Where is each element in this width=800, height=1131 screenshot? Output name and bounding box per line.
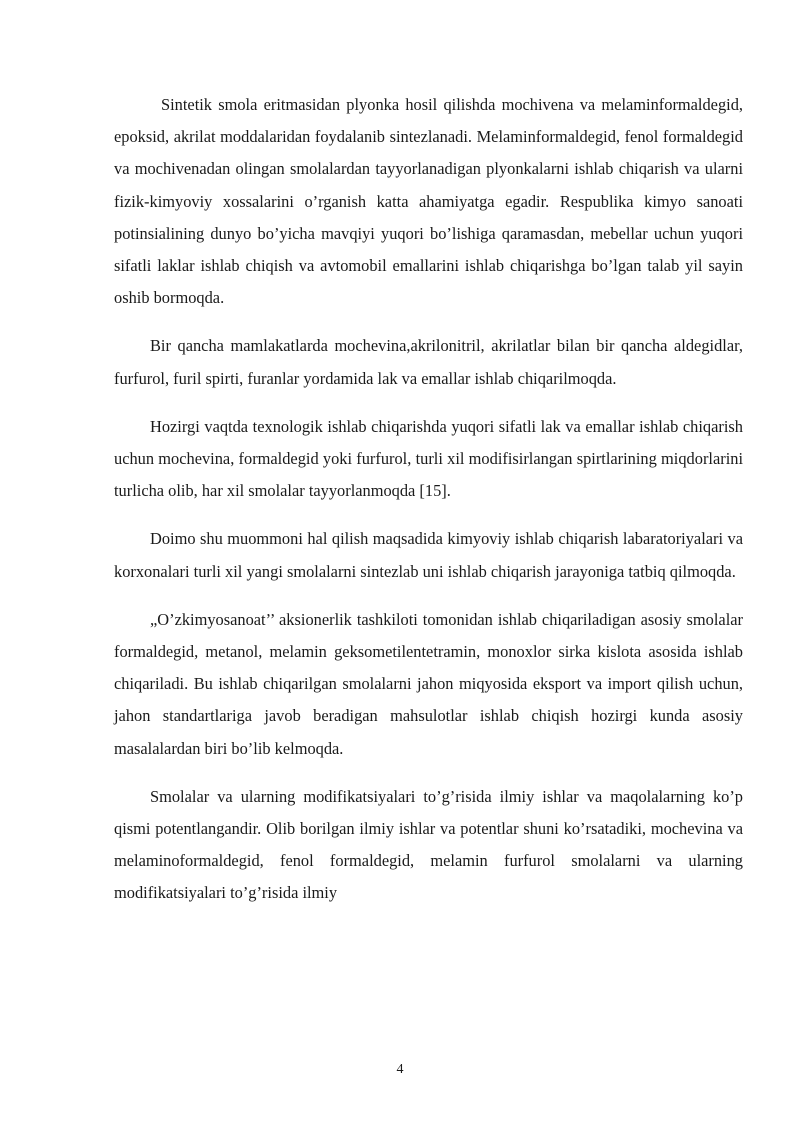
paragraph-3: Hozirgi vaqtda texnologik ishlab chiqarishda yuqori sifatli lak va emallar ishlab chiqarish uchun mochevina, formaldegid yoki furfurol, turli xil modifisirlangan spirtlarining miqdorlarini turlicha olib, har xil smolalar tayyorlanmoqda [15]. (114, 416, 743, 501)
paragraph-2: Bir qancha mamlakatlarda mochevina,akrilonitril, akrilatlar bilan bir qancha aldegidlar, furfurol, furil spirti, furanlar yordamida lak va emallar ishlab chiqarilmoqda. (114, 336, 743, 388)
body-text (114, 89, 743, 926)
paragraph-4: Doimo shu muommoni hal qilish maqsadida kimyoviy ishlab chiqarish labaratoriyalari va korxonalari turli xil yangi smolalarni sintezlab uni ishlab chiqarish jarayoniga tatbiq qilmoqda. (114, 529, 743, 581)
paragraph-5: „O’zkimyosanoat’’ aksionerlik tashkiloti tomonidan ishlab chiqariladigan asosiy smolalar formaldegid, metanol, melamin geksometilentetramin, monoxlor sirka kislota asosida ishlab chiqariladi. Bu ishlab chiqarilgan smolalarni jahon miqyosida eksport va import qilish uchun, jahon standartlariga javob beradigan mahsulotlar ishlab chiqish hozirgi kunda asosiy masalalardan biri bo’lib kelmoqda. (114, 609, 743, 758)
paragraph-6: Smolalar va ularning modifikatsiyalari to’g’risida ilmiy ishlar va maqolalarning ko’p qismi potentlangandir. Olib borilgan ilmiy ishlar va potentlar shuni ko’rsatadiki, mochevina va melaminoformaldegid, fenol formaldegid, melamin furfurol smolalarni va ularning modifikatsiyalari to’g’risida ilmiy (114, 786, 743, 903)
paragraph-1: Sintetik smola eritmasidan plyonka hosil qilishda mochivena va melaminformaldegid, epoksid, akrilat moddalaridan foydalanib sintezlanadi. Melaminformaldegid, fenol formaldegid va mochivenadan olingan smolalardan tayyorlanadigan plyonkalarni ishlab chiqarish va ularni fizik-kimyoviy xossalarini o’rganish katta ahamiyatga egadir. Respublika kimyo sanoati potinsialining dunyo bo’yicha mavqiyi yuqori bo’lishiga qaramasdan, mebellar uchun yuqori sifatli laklar ishlab chiqish va avtomobil emallarini ishlab chiqarishga bo’lgan talab yil sayin oshib bormoqda. (114, 95, 743, 308)
page-number: 4 (396, 1062, 404, 1077)
